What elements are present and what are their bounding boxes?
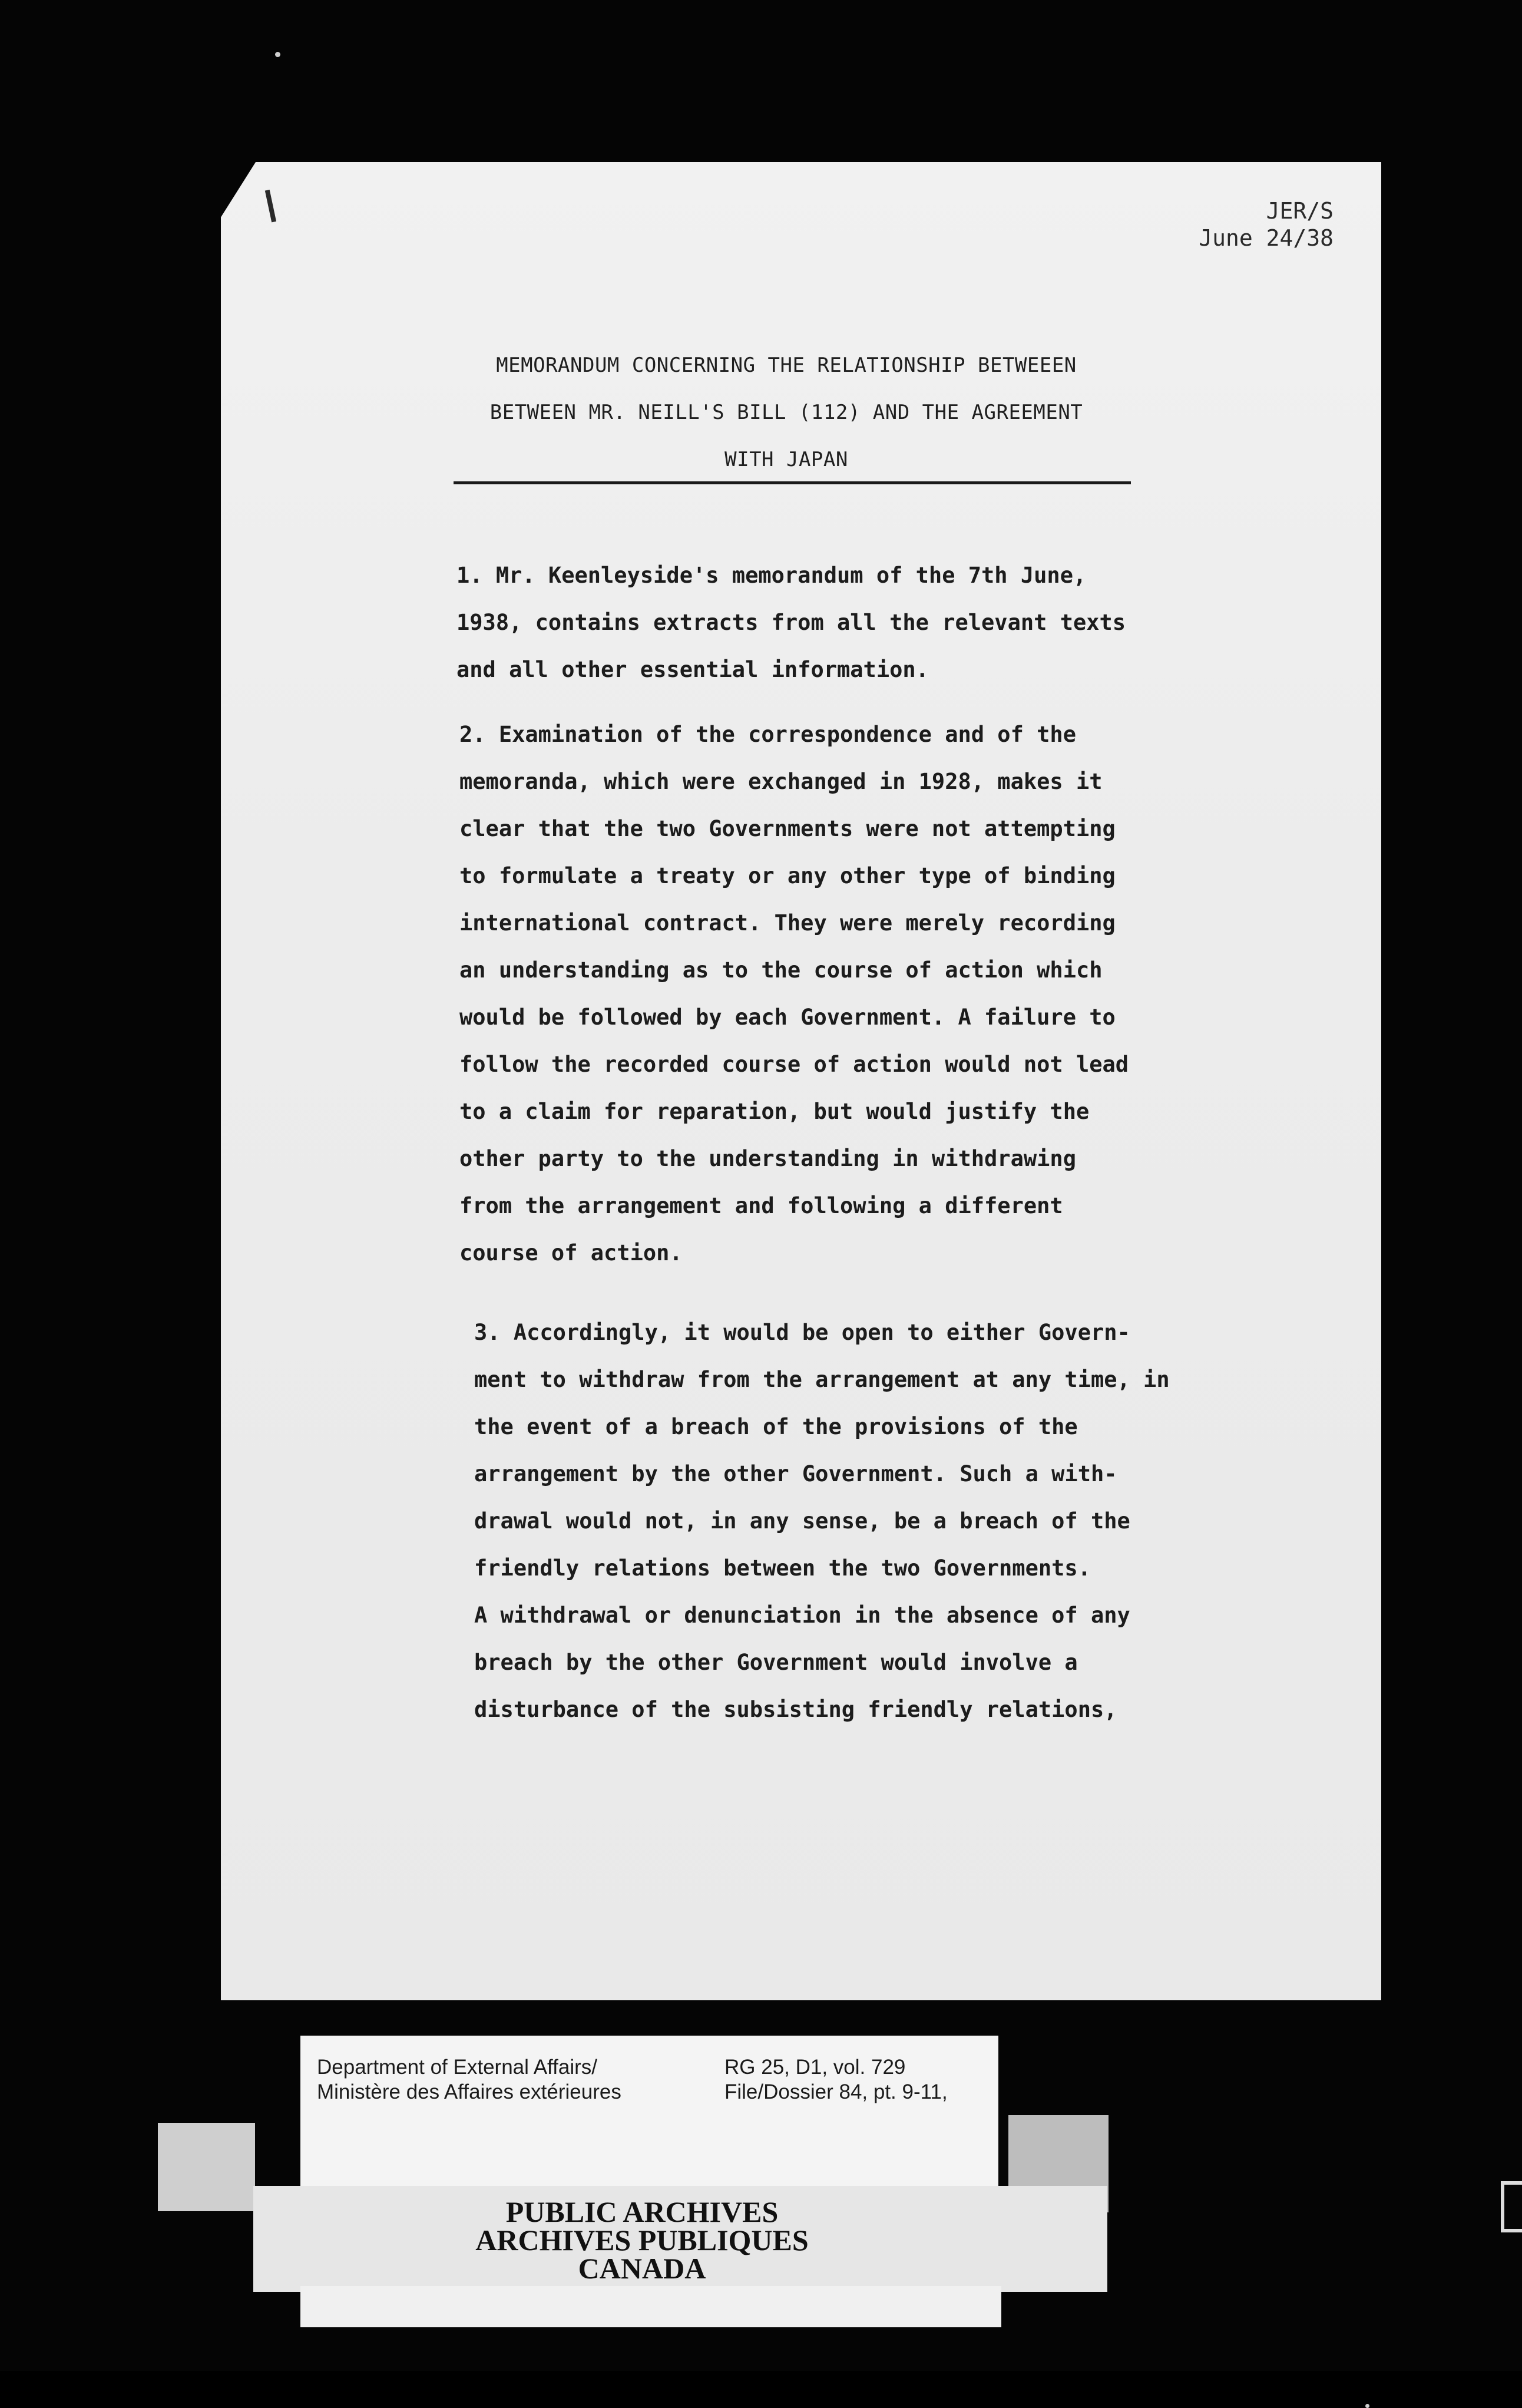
label-tab-left <box>158 2123 255 2211</box>
text-line: arrangement by the other Government. Such a with- <box>474 1461 1117 1487</box>
film-edge-mark <box>1501 2181 1522 2232</box>
paragraph-3 <box>474 1309 1170 1733</box>
department-name-en: Department of External Affairs/ <box>317 2056 597 2079</box>
file-dossier: File/Dossier 84, pt. 9-11, <box>724 2080 948 2103</box>
text-line: friendly relations between the two Governments. <box>474 1555 1091 1581</box>
paragraph-1 <box>456 552 1126 693</box>
department-label <box>317 2055 621 2105</box>
text-line: drawal would not, in any sense, be a breach of the <box>474 1508 1130 1534</box>
stamp-line: ARCHIVES PUBLIQUES <box>475 2224 809 2257</box>
text-line: international contract. They were merely recording <box>459 910 1116 936</box>
paragraph-2 <box>459 711 1129 1277</box>
text-line: from the arrangement and following a different <box>459 1193 1063 1218</box>
text-line: to a claim for reparation, but would justify the <box>459 1099 1090 1124</box>
text-line: 1938, contains extracts from all the relevant texts <box>456 610 1126 635</box>
reference-date: June 24/38 <box>1199 225 1334 251</box>
text-line: other party to the understanding in withdrawing <box>459 1146 1076 1171</box>
text-line: follow the recorded course of action would not lead <box>459 1052 1129 1077</box>
reference-initials: JER/S <box>1266 198 1334 224</box>
text-line: and all other essential information. <box>456 657 929 682</box>
text-line: A withdrawal or denunciation in the absence of any <box>474 1603 1130 1628</box>
film-speck <box>275 52 280 57</box>
stamp-card-lower <box>300 2286 1001 2327</box>
title-line: WITH JAPAN <box>724 448 848 471</box>
reference-block <box>1199 197 1334 252</box>
text-line: would be followed by each Government. A failure to <box>459 1005 1116 1030</box>
text-line: 1. Mr. Keenleyside's memorandum of the 7th June, <box>456 563 1087 588</box>
text-line: 2. Examination of the correspondence and of the <box>459 722 1076 747</box>
text-line: an understanding as to the course of action which <box>459 957 1103 983</box>
title-line: BETWEEN MR. NEILL'S BILL (112) AND THE AGREEMENT <box>489 401 1083 424</box>
film-speck <box>1365 2404 1369 2408</box>
title-underline <box>454 481 1131 484</box>
text-line: ment to withdraw from the arrangement at any time, in <box>474 1367 1170 1392</box>
text-line: memoranda, which were exchanged in 1928, makes it <box>459 769 1103 794</box>
text-line: breach by the other Government would involve a <box>474 1650 1078 1675</box>
file-reference-label <box>724 2055 948 2105</box>
text-line: 3. Accordingly, it would be open to either Govern- <box>474 1320 1130 1345</box>
record-group: RG 25, D1, vol. 729 <box>724 2056 906 2079</box>
memo-title <box>454 342 1119 483</box>
text-line: to formulate a treaty or any other type of binding <box>459 863 1116 888</box>
text-line: course of action. <box>459 1240 683 1266</box>
department-name-fr: Ministère des Affaires extérieures <box>317 2080 621 2103</box>
title-line: MEMORANDUM CONCERNING THE RELATIONSHIP BETWEEEN <box>496 354 1077 377</box>
stamp-line: CANADA <box>578 2252 706 2285</box>
text-line: clear that the two Governments were not attempting <box>459 816 1116 841</box>
public-archives-stamp <box>377 2195 907 2285</box>
stamp-line: PUBLIC ARCHIVES <box>505 2195 779 2228</box>
text-line: the event of a breach of the provisions of the <box>474 1414 1078 1439</box>
text-line: disturbance of the subsisting friendly relations, <box>474 1697 1117 1722</box>
